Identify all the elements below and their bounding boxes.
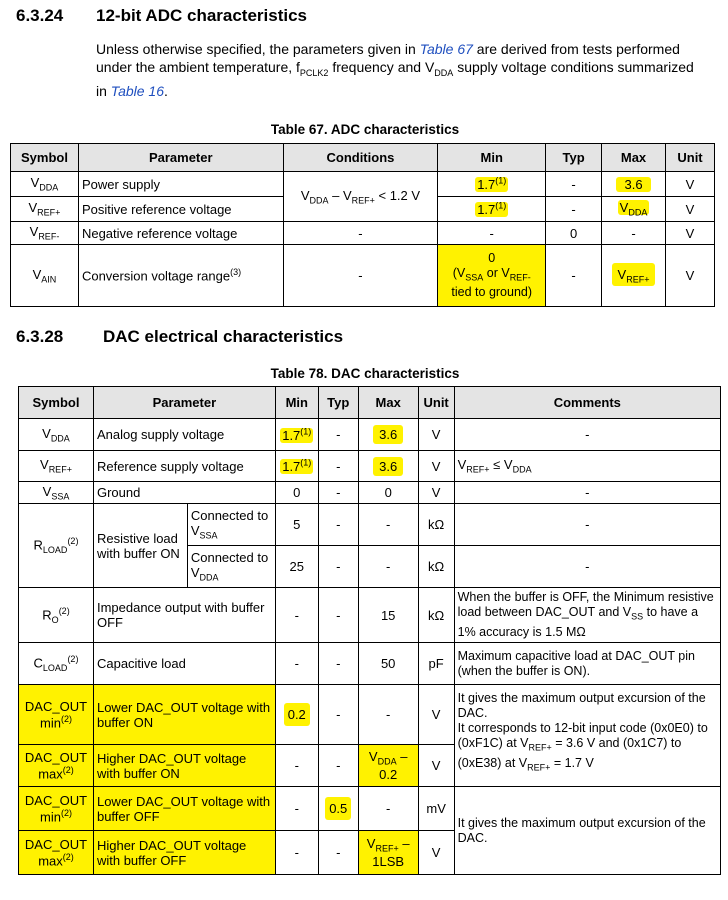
header-symbol: Symbol — [11, 144, 79, 172]
max-cell: - — [602, 222, 666, 245]
table-row — [19, 419, 721, 451]
conditions-cell: $V_{DDA} - V_{REF+} < 1.2$ V — [283, 172, 438, 222]
table-row — [11, 222, 715, 245]
unit-cell: V — [418, 419, 454, 451]
conditions-cell: - — [283, 245, 438, 307]
typ-cell: - — [546, 172, 602, 197]
max-cell: $V_{DDA}$ — [602, 197, 666, 222]
dac-header-row — [19, 387, 721, 419]
symbol-cell: $V_{AIN}$ — [11, 245, 79, 307]
typ-cell: - — [318, 588, 358, 643]
symbol-cell: $V_{SSA}$ — [19, 482, 94, 504]
max-cell: - — [358, 504, 418, 546]
min-cell: - — [275, 588, 318, 643]
max-cell: 15 — [358, 588, 418, 643]
section-number: 6.3.24 — [16, 6, 64, 25]
unit-cell: kΩ — [418, 504, 454, 546]
symbol-cell: DAC_OUT $\min^{(2)}$ — [19, 685, 94, 745]
max-cell: 0 — [358, 482, 418, 504]
unit-cell: V — [418, 482, 454, 504]
unit-cell: V — [666, 172, 715, 197]
header-conditions: Conditions — [283, 144, 438, 172]
parameter-cell: Ground — [93, 482, 275, 504]
table-row — [19, 482, 721, 504]
comment-cell: - — [454, 482, 720, 504]
dac-table — [18, 386, 721, 875]
unit-cell: mV — [418, 787, 454, 831]
typ-cell: - — [318, 482, 358, 504]
symbol-cell: $V_{REF-}$ — [11, 222, 79, 245]
symbol-cell: $V_{REF+}$ — [19, 451, 94, 482]
header-max: Max — [602, 144, 666, 172]
max-cell: 3.6 — [602, 172, 666, 197]
adc-header-row — [11, 144, 715, 172]
symbol-cell: $V_{DDA}$ — [19, 419, 94, 451]
max-cell: $V_{DDA}$ – 0.2 — [358, 745, 418, 787]
header-typ: Typ — [318, 387, 358, 419]
subcondition-cell: Connected to $V_{DDA}$ — [187, 546, 275, 588]
min-cell: - — [275, 787, 318, 831]
comment-cell: $V_{REF+} \le V_{DDA}$ — [454, 451, 720, 482]
typ-cell: - — [318, 504, 358, 546]
adc-table-caption: Table 67. ADC characteristics — [270, 122, 460, 137]
min-cell: 1.7$^{(1)}$ — [438, 172, 546, 197]
subcondition-cell: Connected to $V_{SSA}$ — [187, 504, 275, 546]
min-cell: 0 ($V_{SSA}$ or $V_{REF-}$ tied to ground) — [438, 245, 546, 307]
max-cell: - — [358, 546, 418, 588]
table-67-link[interactable]: Table 67 — [419, 41, 473, 57]
parameter-cell: Positive reference voltage — [78, 197, 283, 222]
parameter-cell: Higher DAC_OUT voltage with buffer OFF — [93, 831, 275, 875]
intro-text: Unless otherwise specified, the parameters given in — [96, 41, 420, 57]
min-cell: 1.7$^{(1)}$ — [438, 197, 546, 222]
unit-cell: V — [418, 745, 454, 787]
parameter-cell: Capacitive load — [93, 643, 275, 685]
parameter-cell: Impedance output with buffer OFF — [93, 588, 275, 643]
header-unit: Unit — [666, 144, 715, 172]
header-parameter: Parameter — [93, 387, 275, 419]
parameter-cell: Analog supply voltage — [93, 419, 275, 451]
parameter-cell: Conversion voltage range$^{(3)}$ — [78, 245, 283, 307]
symbol-cell: $R_{LOAD}^{(2)}$ — [19, 504, 94, 588]
header-max: Max — [358, 387, 418, 419]
intro-paragraph — [96, 40, 696, 100]
min-cell: 1.7$^{(1)}$ — [275, 451, 318, 482]
table-row — [11, 172, 715, 197]
header-typ: Typ — [546, 144, 602, 172]
conditions-cell: - — [283, 222, 438, 245]
section-title: 12-bit ADC characteristics — [96, 6, 308, 25]
max-cell: - — [358, 787, 418, 831]
parameter-cell: Reference supply voltage — [93, 451, 275, 482]
max-cell: $V_{REF+}$ — [602, 245, 666, 307]
typ-cell: - — [546, 245, 602, 307]
typ-cell: - — [318, 745, 358, 787]
min-cell: 25 — [275, 546, 318, 588]
symbol-cell: $V_{REF+}$ — [11, 197, 79, 222]
table-row — [19, 643, 721, 685]
header-comments: Comments — [454, 387, 720, 419]
comment-cell: It gives the maximum output excursion of the DAC. It corresponds to 12-bit input code (0x0E0) to (0xF1C) at $V_{REF+} = 3.6$ V and (0x1C7) to (0xE38) at $V_{REF+} = 1.7$ V — [454, 685, 720, 787]
header-min: Min — [275, 387, 318, 419]
unit-cell: V — [666, 197, 715, 222]
symbol-cell: $C_{LOAD}^{(2)}$ — [19, 643, 94, 685]
table-16-link[interactable]: Table 16 — [110, 82, 164, 99]
section-title: DAC electrical characteristics — [103, 327, 344, 346]
unit-cell: V — [418, 685, 454, 745]
table-row — [11, 245, 715, 307]
typ-cell: - — [546, 197, 602, 222]
comment-cell: - — [454, 504, 720, 546]
parameter-cell: Negative reference voltage — [78, 222, 283, 245]
intro-text: . — [164, 82, 168, 99]
section-number: 6.3.28 — [16, 327, 64, 346]
typ-cell: - — [318, 419, 358, 451]
min-cell: 5 — [275, 504, 318, 546]
parameter-cell: Lower DAC_OUT voltage with buffer ON — [93, 685, 275, 745]
symbol-cell: $R_O^{(2)}$ — [19, 588, 94, 643]
header-min: Min — [438, 144, 546, 172]
min-cell: 1.7$^{(1)}$ — [275, 419, 318, 451]
min-cell: - — [438, 222, 546, 245]
symbol-cell: $V_{DDA}$ — [11, 172, 79, 197]
max-cell: 3.6 — [358, 451, 418, 482]
parameter-cell: Power supply — [78, 172, 283, 197]
min-cell: - — [275, 831, 318, 875]
comment-cell: Maximum capacitive load at DAC_OUT pin (when the buffer is ON). — [454, 643, 720, 685]
parameter-cell: Resistive load with buffer ON — [93, 504, 187, 588]
unit-cell: V — [666, 245, 715, 307]
min-cell: 0.2 — [275, 685, 318, 745]
typ-cell: - — [318, 831, 358, 875]
comment-cell: When the buffer is OFF, the Minimum resistive load between DAC_OUT and $V_{SS}$ to have a 1% accuracy is 1.5 MΩ — [454, 588, 720, 643]
parameter-cell: Higher DAC_OUT voltage with buffer ON — [93, 745, 275, 787]
typ-cell: - — [318, 643, 358, 685]
comment-cell: It gives the maximum output excursion of the DAC. — [454, 787, 720, 875]
max-cell: $V_{REF+}$ – 1LSB — [358, 831, 418, 875]
intro-text: supply voltage conditions summarized in — [96, 59, 694, 99]
header-unit: Unit — [418, 387, 454, 419]
dac-table-caption: Table 78. DAC characteristics — [270, 366, 460, 381]
typ-cell: - — [318, 546, 358, 588]
header-symbol: Symbol — [19, 387, 94, 419]
min-cell: - — [275, 745, 318, 787]
symbol-cell: DAC_OUT $\min^{(2)}$ — [19, 787, 94, 831]
max-cell: - — [358, 685, 418, 745]
typ-cell: - — [318, 685, 358, 745]
max-cell: 50 — [358, 643, 418, 685]
adc-table — [10, 143, 715, 307]
intro-text: are derived from tests performed under the ambient temperature, f — [96, 41, 680, 75]
unit-cell: kΩ — [418, 546, 454, 588]
table-row — [19, 685, 721, 745]
intro-text: frequency and V — [328, 59, 435, 75]
unit-cell: V — [418, 831, 454, 875]
unit-cell: pF — [418, 643, 454, 685]
symbol-cell: DAC_OUT $\max^{(2)}$ — [19, 745, 94, 787]
header-parameter: Parameter — [78, 144, 283, 172]
table-row — [19, 787, 721, 831]
intro-subscript: PCLK2 — [299, 67, 329, 78]
intro-subscript: DDA — [434, 67, 454, 78]
max-cell: 3.6 — [358, 419, 418, 451]
typ-cell: 0.5 — [318, 787, 358, 831]
typ-cell: 0 — [546, 222, 602, 245]
min-cell: 0 — [275, 482, 318, 504]
table-row — [19, 588, 721, 643]
comment-cell: - — [454, 546, 720, 588]
min-cell: - — [275, 643, 318, 685]
typ-cell: - — [318, 451, 358, 482]
table-row — [19, 504, 721, 546]
symbol-cell: DAC_OUT $\max^{(2)}$ — [19, 831, 94, 875]
unit-cell: V — [666, 222, 715, 245]
table-row — [19, 451, 721, 482]
parameter-cell: Lower DAC_OUT voltage with buffer OFF — [93, 787, 275, 831]
unit-cell: V — [418, 451, 454, 482]
unit-cell: kΩ — [418, 588, 454, 643]
comment-cell: - — [454, 419, 720, 451]
